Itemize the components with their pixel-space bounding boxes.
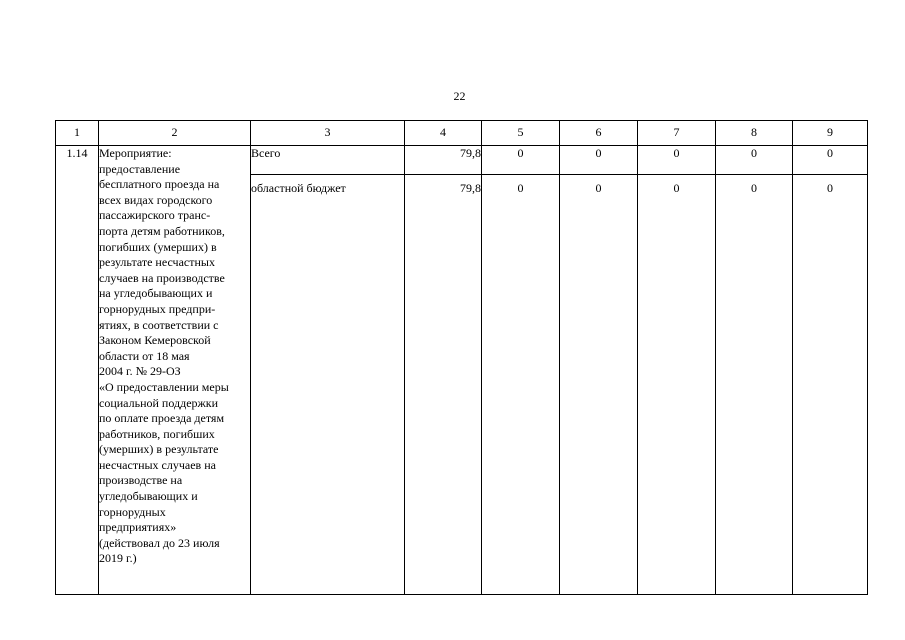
- measure-description-line: работников, погибших: [99, 426, 215, 441]
- measure-description-line: результате несчастных: [99, 255, 215, 270]
- value-cell: 0: [560, 175, 638, 595]
- measure-description-line: горнорудных: [99, 504, 166, 519]
- measure-description-line: бесплатного проезда на: [99, 177, 220, 192]
- page-number: 22: [453, 89, 466, 103]
- table-header-row: [56, 121, 868, 146]
- value-cell: 79,8: [405, 146, 482, 175]
- value-cell: 0: [638, 146, 716, 175]
- measure-description-line: «О предоставлении меры: [99, 379, 229, 394]
- measure-description-line: всех видах городского: [99, 192, 213, 207]
- value-cell: 0: [638, 175, 716, 595]
- column-header: 2: [99, 121, 251, 146]
- column-header: 8: [716, 121, 793, 146]
- measure-description-line: погибших (умерших) в: [99, 239, 217, 254]
- value-cell: 79,8: [405, 175, 482, 595]
- measure-description-line: социальной поддержки: [99, 395, 219, 410]
- value-cell: 0: [560, 146, 638, 175]
- value-cell: 0: [716, 146, 793, 175]
- column-header: 1: [56, 121, 99, 146]
- column-header: 3: [251, 121, 405, 146]
- measure-description-line: предоставление: [99, 161, 181, 176]
- measure-description-line: случаев на производстве: [99, 270, 225, 285]
- column-header: 4: [405, 121, 482, 146]
- measure-description-line: 2019 г.): [99, 551, 137, 566]
- value-cell: 0: [482, 175, 560, 595]
- measure-description-line: производстве на: [99, 473, 183, 488]
- measure-description-line: (действовал до 23 июля: [99, 535, 220, 550]
- value-cell: 0: [482, 146, 560, 175]
- measure-description-line: угледобывающих и: [99, 489, 198, 504]
- financing-table: [55, 120, 868, 595]
- value-cell: 0: [716, 175, 793, 595]
- value-cell: 0: [793, 175, 868, 595]
- measure-description-line: (умерших) в результате: [99, 442, 219, 457]
- measure-description-line: ятиях, в соответствии с: [99, 317, 219, 332]
- measure-description: [99, 146, 251, 595]
- measure-description-line: по оплате проезда детям: [99, 411, 225, 426]
- funding-source: областной бюджет: [251, 175, 405, 595]
- row-number: 1.14: [56, 146, 99, 595]
- measure-description-line: несчастных случаев на: [99, 457, 216, 472]
- measure-description-line: Мероприятие:: [99, 146, 172, 160]
- column-header: 6: [560, 121, 638, 146]
- measure-description-line: на угледобывающих и: [99, 286, 213, 301]
- measure-description-line: 2004 г. № 29-ОЗ: [99, 364, 181, 379]
- column-header: 5: [482, 121, 560, 146]
- measure-description-line: горнорудных предпри-: [99, 301, 216, 316]
- column-header: 9: [793, 121, 868, 146]
- measure-description-line: Законом Кемеровской: [99, 333, 211, 348]
- funding-source: Всего: [251, 146, 405, 175]
- measure-description-line: пассажирского транс-: [99, 208, 211, 223]
- measure-description-line: предприятиях»: [99, 520, 177, 535]
- table-row-total: [56, 146, 868, 175]
- measure-description-line: порта детям работников,: [99, 223, 225, 238]
- value-cell: 0: [793, 146, 868, 175]
- column-header: 7: [638, 121, 716, 146]
- measure-description-line: области от 18 мая: [99, 348, 190, 363]
